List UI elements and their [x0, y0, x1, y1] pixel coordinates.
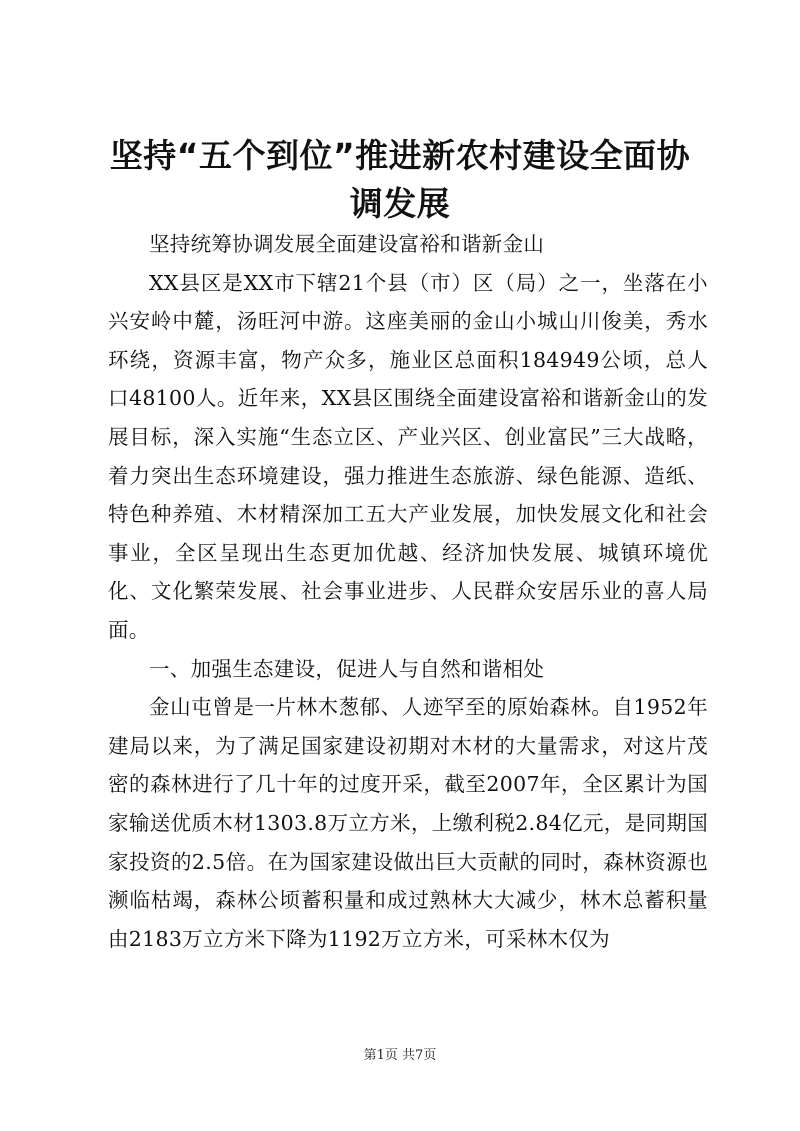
page-footer: [0, 1047, 800, 1065]
page-number-label: 第1页 共7页: [363, 1048, 437, 1063]
intro-paragraph: XX县区是XX市下辖21个县（市）区（局）之一，坐落在小兴安岭中麓，汤旺河中游。这座美丽的金山小城山川俊美，秀水环绕，资源丰富，物产众多，施业区总面积184949公顷，总人口48100人。近年来，XX县区围绕全面建设富裕和谐新金山的发展目标，深入实施“生态立区、产业兴区、创业富民”三大战略，着力突出生态环境建设，强力推进生态旅游、绿色能源、造纸、特色种养殖、木材精深加工五大产业发展，加快发展文化和社会事业，全区呈现出生态更加优越、经济加快发展、城镇环境优化、文化繁荣发展、社会事业进步、人民群众安居乐业的喜人局面。: [108, 270, 708, 642]
section-heading: 一、加强生态建设，促进人与自然和谐相处: [149, 656, 545, 681]
document-body: [108, 225, 708, 958]
document-title: 坚持“五个到位”推进新农村建设全面协调发展: [109, 136, 691, 223]
section-paragraph: 金山屯曾是一片林木葱郁、人迹罕至的原始森林。自1952年建局以来，为了满足国家建设初期对木材的大量需求，对这片茂密的森林进行了几十年的过度开采，截至2007年，全区累计为国家输送优质木材1303.8万立方米，上缴利税2.84亿元，是同期国家投资的2.5倍。在为国家建设做出巨大贡献的同时，森林资源也濒临枯竭，森林公顷蓄积量和成过熟林大大减少，林木总蓄积量由2183万立方米下降为1192万立方米，可采林木仅为: [108, 695, 708, 951]
subtitle-paragraph: 坚持统筹协调发展全面建设富裕和谐新金山: [149, 232, 545, 256]
